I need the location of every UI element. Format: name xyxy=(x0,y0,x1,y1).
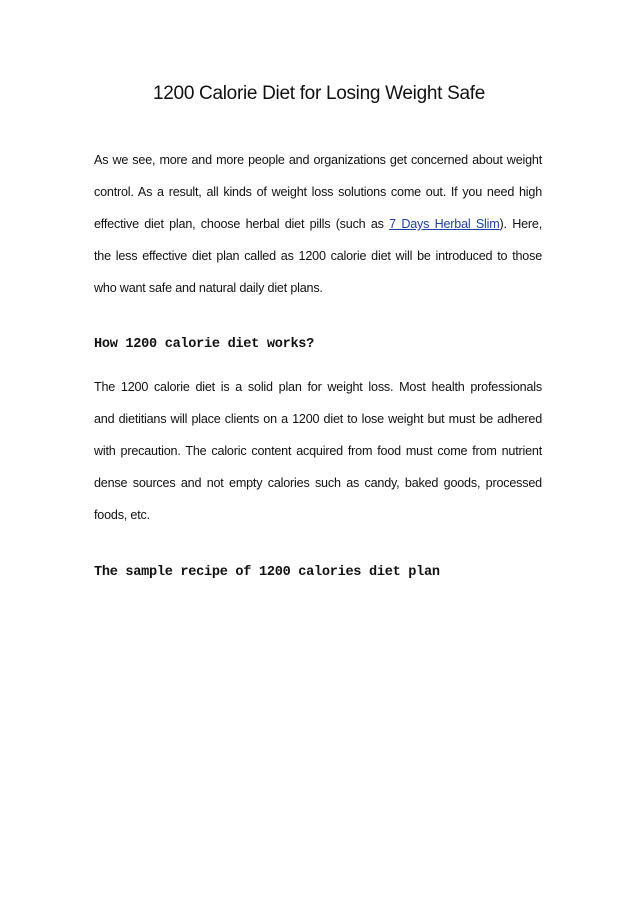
heading-how-it-works: How 1200 calorie diet works? xyxy=(94,337,315,352)
herbal-slim-link[interactable]: 7 Days Herbal Slim xyxy=(389,217,500,231)
intro-line-5: who want safe and natural daily diet plans. xyxy=(94,281,323,295)
intro-line-1: As we see, more and more people and organizations get concerned about weight xyxy=(94,153,542,167)
body-paragraph xyxy=(94,371,542,531)
intro-line-2: control. As a result, all kinds of weight loss solutions come out. If you need high xyxy=(94,185,542,199)
intro-line-3-text-after: ). Here, xyxy=(499,217,543,231)
intro-line-3-text-before: effective diet plan, choose herbal diet pills (such as xyxy=(94,217,390,231)
body-line-2: and dietitians will place clients on a 1200 diet to lose weight but must be adhered xyxy=(94,412,542,426)
body-line-4: dense sources and not empty calories such as candy, baked goods, processed xyxy=(94,476,542,490)
intro-line-4: the less effective diet plan called as 1200 calorie diet will be introduced to those xyxy=(94,249,542,263)
heading-sample-recipe: The sample recipe of 1200 calories diet plan xyxy=(94,565,440,580)
intro-paragraph xyxy=(94,144,542,304)
intro-line-3 xyxy=(94,208,542,240)
body-line-1: The 1200 calorie diet is a solid plan for weight loss. Most health professionals xyxy=(94,380,542,394)
body-line-3: with precaution. The caloric content acquired from food must come from nutrient xyxy=(94,444,542,458)
body-line-5: foods, etc. xyxy=(94,508,150,522)
document-title: 1200 Calorie Diet for Losing Weight Safe xyxy=(153,83,485,104)
